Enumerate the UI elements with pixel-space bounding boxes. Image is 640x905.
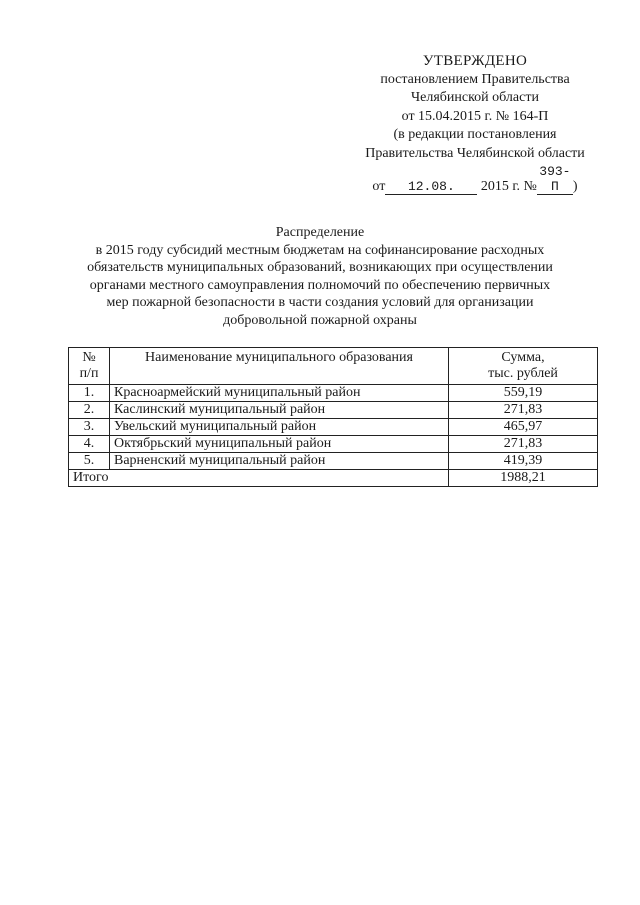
table-row bbox=[69, 436, 598, 453]
row-name: Увельский муниципальный район bbox=[110, 419, 449, 436]
row-number: 1. bbox=[69, 385, 110, 402]
heading-line-3: обязательств муниципальных образований, возникающих при осуществлении bbox=[87, 260, 553, 276]
approval-line-1: постановлением Правительства bbox=[380, 71, 570, 87]
header-sum-cell bbox=[449, 348, 598, 385]
row-sum: 419,39 bbox=[449, 453, 598, 470]
approval-line-6 bbox=[340, 164, 610, 197]
heading-line-2: в 2015 году субсидий местным бюджетам на софинансирование расходных bbox=[95, 242, 545, 258]
table-row bbox=[69, 385, 598, 402]
row-name: Варненский муниципальный район bbox=[110, 453, 449, 470]
approval-number-field: 393-П bbox=[537, 164, 573, 195]
row-sum: 559,19 bbox=[449, 385, 598, 402]
table-row bbox=[69, 419, 598, 436]
row-name: Каслинский муниципальный район bbox=[110, 402, 449, 419]
table-row bbox=[69, 402, 598, 419]
row-number: 4. bbox=[69, 436, 110, 453]
approval-line-5: Правительства Челябинской области bbox=[365, 145, 585, 161]
approval-title: УТВЕРЖДЕНО bbox=[422, 53, 528, 69]
row-name: Красноармейский муниципальный район bbox=[110, 385, 449, 402]
total-sum: 1988,21 bbox=[449, 470, 598, 487]
approval-year-text: 2015 г. № bbox=[480, 178, 537, 194]
approval-line-2: Челябинской области bbox=[411, 90, 539, 106]
total-label: Итого bbox=[69, 470, 449, 487]
heading-line-6: добровольной пожарной охраны bbox=[223, 312, 417, 328]
header-name-cell: Наименование муниципального образования bbox=[110, 348, 449, 385]
table-total-row bbox=[69, 470, 598, 487]
heading-line-5: мер пожарной безопасности в части создания условий для организации bbox=[106, 295, 534, 311]
row-number: 2. bbox=[69, 402, 110, 419]
approval-close-paren: ) bbox=[572, 178, 578, 194]
row-number: 5. bbox=[69, 453, 110, 470]
heading-title: Распределение bbox=[275, 225, 365, 240]
row-sum: 271,83 bbox=[449, 436, 598, 453]
header-sum-line-2: тыс. рублей bbox=[488, 366, 558, 381]
table-header-row bbox=[69, 348, 598, 385]
header-number-cell bbox=[69, 348, 110, 385]
table-row bbox=[69, 453, 598, 470]
row-sum: 271,83 bbox=[449, 402, 598, 419]
subsidy-table bbox=[68, 347, 598, 487]
approval-line-4: (в редакции постановления bbox=[393, 127, 557, 143]
approval-line-3: от 15.04.2015 г. № 164-П bbox=[401, 108, 549, 124]
row-sum: 465,97 bbox=[449, 419, 598, 436]
approval-block bbox=[340, 52, 610, 196]
row-number: 3. bbox=[69, 419, 110, 436]
approval-from-label: от bbox=[372, 178, 386, 194]
heading-line-4: органами местного самоуправления полномочий по обеспечению первичных bbox=[89, 277, 551, 293]
header-number-line-2: п/п bbox=[79, 366, 99, 381]
document-heading bbox=[60, 224, 580, 330]
header-sum-line-1: Сумма, bbox=[501, 350, 545, 365]
header-number-line-1: № bbox=[82, 350, 96, 365]
approval-date-field: 12.08. bbox=[385, 179, 477, 195]
row-name: Октябрьский муниципальный район bbox=[110, 436, 449, 453]
